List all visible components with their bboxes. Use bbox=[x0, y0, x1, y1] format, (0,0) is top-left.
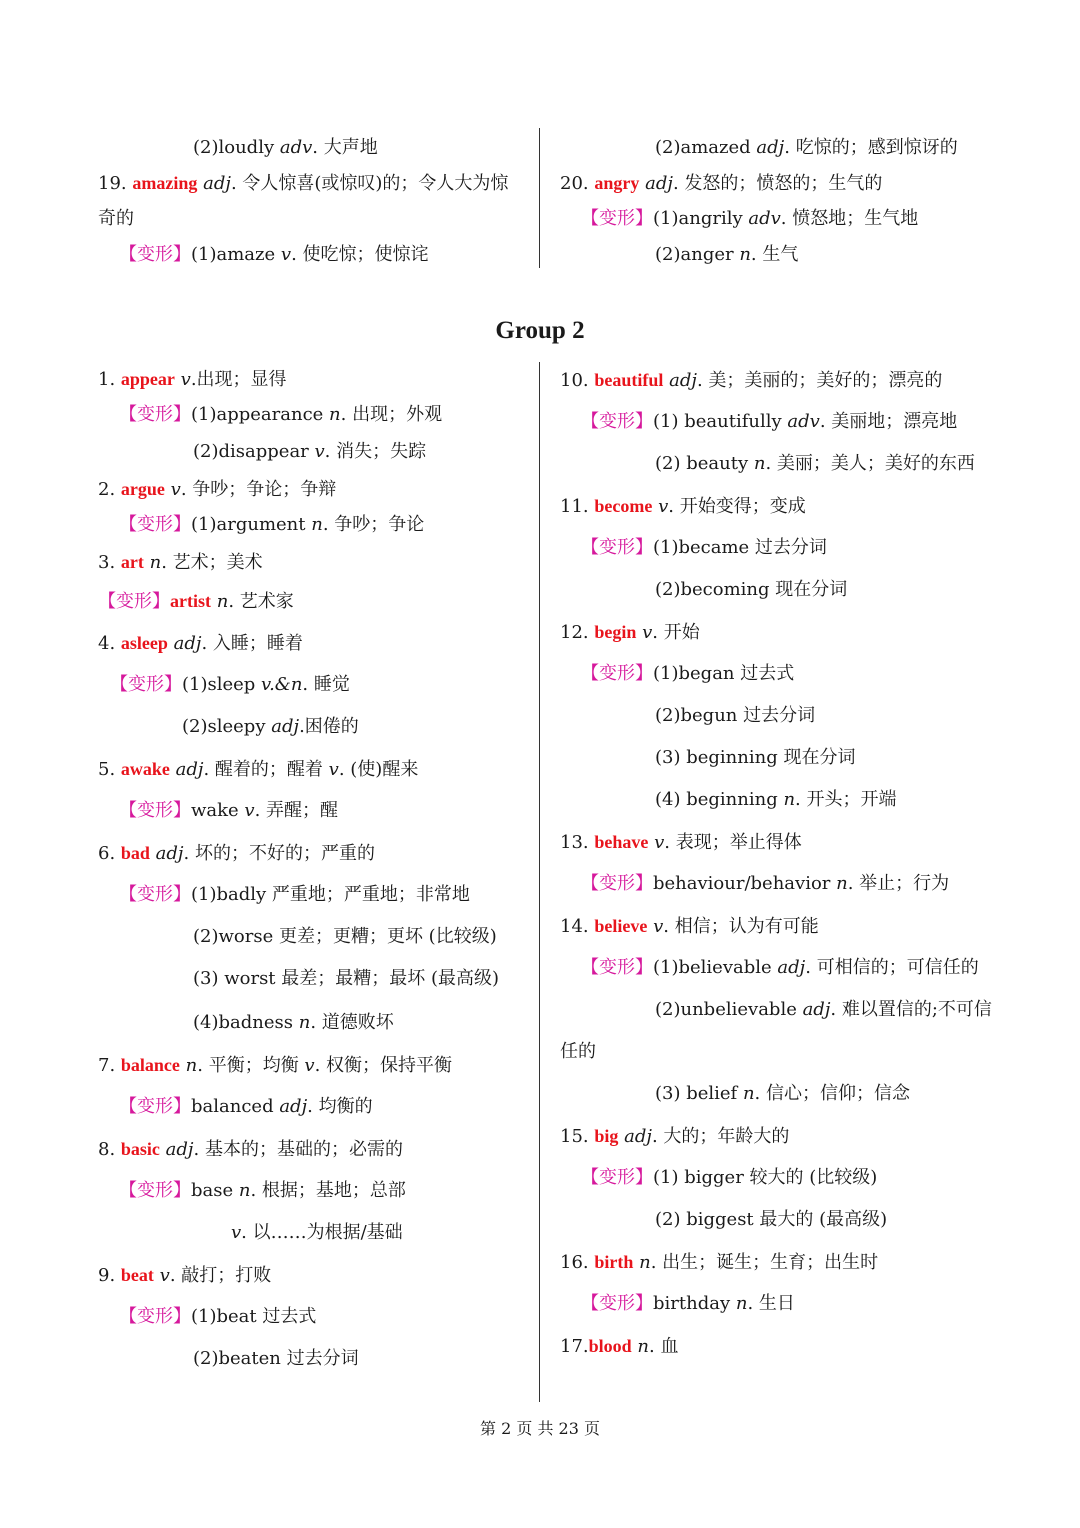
text: (1)badly 严重地；严重地；非常地 bbox=[191, 884, 470, 905]
left-column-line bbox=[119, 1179, 406, 1203]
part-of-speech: n bbox=[185, 1055, 198, 1076]
part-of-speech: adj bbox=[777, 957, 806, 978]
text: 15. bbox=[560, 1126, 595, 1147]
part-of-speech: n bbox=[753, 453, 766, 474]
part-of-speech: adv bbox=[748, 208, 781, 229]
variant-tag: 【变形】 bbox=[119, 884, 191, 905]
variant-tag: 【变形】 bbox=[98, 591, 170, 612]
text: (2)loudly bbox=[193, 137, 280, 158]
text: . 醒着的；醒着 bbox=[203, 759, 329, 780]
text: wake bbox=[191, 800, 245, 821]
text: . 生日 bbox=[747, 1293, 795, 1314]
headword: behave bbox=[594, 832, 649, 852]
headword: basic bbox=[120, 1139, 160, 1159]
part-of-speech: adj bbox=[279, 1096, 308, 1117]
part-of-speech: v bbox=[180, 369, 191, 390]
part-of-speech: adj bbox=[669, 370, 697, 391]
right-column-line bbox=[655, 452, 975, 476]
part-of-speech: adj bbox=[173, 633, 202, 654]
top-right-line bbox=[655, 243, 798, 267]
text: . 血 bbox=[649, 1336, 679, 1357]
text: 任的 bbox=[560, 1041, 596, 1062]
top-right-line bbox=[581, 207, 918, 231]
text: (2)begun 过去分词 bbox=[655, 705, 816, 726]
headword: art bbox=[120, 552, 144, 572]
text: 14. bbox=[560, 916, 595, 937]
part-of-speech: n bbox=[637, 1336, 649, 1357]
text: (3) worst 最差；最糟；最坏 (最高级) bbox=[193, 968, 500, 989]
text: . 根据；基地；总部 bbox=[250, 1180, 406, 1201]
text: . 争吵；争论 bbox=[322, 514, 425, 535]
text: (1)believable bbox=[653, 957, 778, 978]
variant-tag: 【变形】 bbox=[110, 674, 182, 695]
part-of-speech: n bbox=[783, 789, 796, 810]
text: . 平衡；均衡 bbox=[197, 1055, 305, 1076]
left-column-line bbox=[193, 440, 426, 464]
text: behaviour/behavior bbox=[653, 873, 837, 894]
variant-tag: 【变形】 bbox=[581, 208, 653, 229]
text: 10. bbox=[560, 370, 595, 391]
text: 19. bbox=[98, 173, 133, 194]
text: . 举止；行为 bbox=[847, 873, 950, 894]
text: 11. bbox=[560, 496, 595, 517]
text: balanced bbox=[191, 1096, 280, 1117]
part-of-speech: adj bbox=[175, 759, 204, 780]
variant-tag: 【变形】 bbox=[581, 663, 653, 684]
text: . 入睡；睡着 bbox=[201, 633, 303, 654]
right-column-line bbox=[560, 1250, 878, 1275]
text: (2) biggest 最大的 (最高级) bbox=[655, 1209, 888, 1230]
headword: artist bbox=[170, 591, 211, 611]
text: . 信心；信仰；信念 bbox=[754, 1083, 910, 1104]
text: (2) beauty bbox=[655, 453, 754, 474]
left-column-line bbox=[193, 1011, 394, 1035]
text: (1)angrily bbox=[653, 208, 749, 229]
variant-tag: 【变形】 bbox=[119, 404, 191, 425]
right-column-line bbox=[560, 830, 802, 855]
right-column-line bbox=[560, 1334, 678, 1359]
text: .出现；显得 bbox=[190, 369, 287, 390]
page-footer: 第 2 页 共 23 页 bbox=[480, 1419, 600, 1438]
text: . 大声地 bbox=[312, 137, 378, 158]
text: . 艺术；美术 bbox=[161, 552, 263, 573]
part-of-speech: n bbox=[149, 552, 162, 573]
text: (1) beautifully bbox=[653, 411, 788, 432]
text: 9. bbox=[98, 1265, 121, 1286]
text: 5. bbox=[98, 759, 121, 780]
text: . 睡觉 bbox=[302, 674, 350, 695]
part-of-speech: n bbox=[735, 1293, 748, 1314]
text: . 愤怒地；生气地 bbox=[780, 208, 919, 229]
text: (1)argument bbox=[191, 514, 312, 535]
part-of-speech: n bbox=[836, 873, 848, 894]
column-divider-main bbox=[539, 362, 540, 1402]
headword: balance bbox=[120, 1055, 180, 1075]
text: (4) beginning bbox=[655, 789, 784, 810]
right-column-line bbox=[655, 1082, 910, 1106]
headword: argue bbox=[120, 479, 165, 499]
right-column-line bbox=[560, 620, 700, 645]
part-of-speech: v bbox=[328, 759, 339, 780]
part-of-speech: n bbox=[298, 1012, 311, 1033]
text: 3. bbox=[98, 552, 121, 573]
headword: become bbox=[594, 496, 653, 516]
part-of-speech: v bbox=[159, 1265, 170, 1286]
text: . (使)醒来 bbox=[338, 759, 419, 780]
text: . 相信；认为有可能 bbox=[663, 916, 819, 937]
right-column-line bbox=[655, 788, 897, 812]
text: . 开始 bbox=[652, 622, 700, 643]
right-column-line bbox=[655, 704, 815, 728]
right-column-line bbox=[560, 914, 819, 939]
text: . 坏的；不好的；严重的 bbox=[183, 843, 375, 864]
part-of-speech: adj bbox=[802, 999, 831, 1020]
variant-tag: 【变形】 bbox=[581, 957, 653, 978]
left-column-line bbox=[98, 589, 294, 614]
part-of-speech: v bbox=[314, 441, 325, 462]
text: . 基本的；基础的；必需的 bbox=[193, 1139, 403, 1160]
headword: beat bbox=[120, 1265, 154, 1285]
text: (2)worse 更差；更糟；更坏 (比较级) bbox=[193, 926, 497, 947]
part-of-speech: adv bbox=[787, 411, 820, 432]
left-column-line bbox=[98, 550, 263, 575]
variant-tag: 【变形】 bbox=[119, 514, 191, 535]
text: . 出生；诞生；生育；出生时 bbox=[650, 1252, 879, 1273]
right-column-line bbox=[581, 956, 979, 980]
text: 奇的 bbox=[98, 208, 134, 229]
left-column-line bbox=[193, 1347, 359, 1371]
text: . 发怒的；愤怒的；生气的 bbox=[672, 173, 883, 194]
left-column-line bbox=[98, 367, 287, 392]
left-column-line bbox=[98, 477, 336, 502]
text: . 令人惊喜(或惊叹)的；令人大为惊 bbox=[230, 173, 509, 194]
text: 6. bbox=[98, 843, 121, 864]
part-of-speech: v bbox=[170, 479, 181, 500]
variant-tag: 【变形】 bbox=[581, 873, 653, 894]
left-column-line bbox=[110, 673, 350, 697]
text: (4)badness bbox=[193, 1012, 299, 1033]
left-column-line bbox=[193, 925, 497, 949]
left-column-line bbox=[98, 757, 418, 782]
part-of-speech: adj bbox=[203, 173, 231, 194]
text: 17. bbox=[560, 1336, 589, 1357]
part-of-speech: n bbox=[216, 591, 229, 612]
headword: amazing bbox=[132, 173, 198, 193]
text: (1)became 过去分词 bbox=[653, 537, 827, 558]
headword: birth bbox=[594, 1252, 634, 1272]
part-of-speech: v bbox=[654, 832, 665, 853]
part-of-speech: v bbox=[653, 916, 664, 937]
left-column-line bbox=[119, 883, 470, 907]
right-column-line bbox=[560, 1040, 596, 1064]
part-of-speech: v bbox=[642, 622, 653, 643]
right-column-line bbox=[655, 998, 992, 1022]
left-column-line bbox=[119, 1305, 316, 1329]
text: (3) belief bbox=[655, 1083, 743, 1104]
right-column-line bbox=[581, 1166, 877, 1190]
left-column-line bbox=[98, 1053, 452, 1078]
part-of-speech: n bbox=[639, 1252, 651, 1273]
part-of-speech: v bbox=[304, 1055, 315, 1076]
text: (2)beaten 过去分词 bbox=[193, 1348, 359, 1369]
text: (2)amazed bbox=[655, 137, 757, 158]
left-column-line bbox=[98, 841, 375, 866]
headword: begin bbox=[594, 622, 637, 642]
text: (2)sleepy bbox=[182, 716, 272, 737]
top-left-line bbox=[119, 243, 429, 267]
part-of-speech: n bbox=[329, 404, 341, 425]
text: (1)began 过去式 bbox=[653, 663, 795, 684]
variant-tag: 【变形】 bbox=[119, 1180, 191, 1201]
text: . 难以置信的;不可信 bbox=[830, 999, 992, 1020]
right-column-line bbox=[655, 578, 847, 602]
right-column-line bbox=[560, 494, 806, 519]
text: . 美；美丽的；美好的；漂亮的 bbox=[696, 370, 943, 391]
part-of-speech: adv bbox=[279, 137, 313, 158]
right-column-line bbox=[581, 872, 949, 896]
text: 2. bbox=[98, 479, 121, 500]
text: 1. bbox=[98, 369, 121, 390]
headword: beautiful bbox=[594, 370, 664, 390]
right-column-line bbox=[581, 1292, 795, 1316]
variant-tag: 【变形】 bbox=[581, 411, 653, 432]
headword: bad bbox=[120, 843, 150, 863]
text: . 大的；年龄大的 bbox=[651, 1126, 790, 1147]
left-column-line bbox=[119, 403, 442, 427]
text: . 权衡；保持平衡 bbox=[314, 1055, 453, 1076]
headword: asleep bbox=[120, 633, 168, 653]
text: . 吃惊的；感到惊讶的 bbox=[784, 137, 958, 158]
text: . 争吵；争论；争辩 bbox=[180, 479, 337, 500]
variant-tag: 【变形】 bbox=[581, 1167, 653, 1188]
text: 13. bbox=[560, 832, 595, 853]
left-column-line bbox=[98, 1137, 403, 1162]
variant-tag: 【变形】 bbox=[119, 1096, 191, 1117]
text: . 美丽地；漂亮地 bbox=[819, 411, 958, 432]
left-column-line bbox=[231, 1221, 403, 1245]
right-column-line bbox=[560, 368, 942, 393]
text: (1)amaze bbox=[191, 244, 281, 265]
text: base bbox=[191, 1180, 239, 1201]
variant-tag: 【变形】 bbox=[119, 800, 191, 821]
left-column-line bbox=[119, 799, 338, 823]
left-column-line bbox=[193, 967, 499, 991]
text: (1)beat 过去式 bbox=[191, 1306, 317, 1327]
top-right-line bbox=[655, 136, 958, 160]
text: . 使吃惊；使惊诧 bbox=[291, 244, 429, 265]
text: (1)appearance bbox=[191, 404, 330, 425]
text: . 美丽；美人；美好的东西 bbox=[765, 453, 975, 474]
right-column-line bbox=[655, 746, 855, 770]
right-column-line bbox=[560, 1124, 789, 1149]
column-divider-top bbox=[539, 128, 540, 268]
text: (2)becoming 现在分词 bbox=[655, 579, 848, 600]
part-of-speech: v.&n bbox=[261, 674, 303, 695]
text: 7. bbox=[98, 1055, 121, 1076]
text: 16. bbox=[560, 1252, 595, 1273]
text: . 敲打；打败 bbox=[169, 1265, 272, 1286]
left-column-line bbox=[182, 715, 359, 739]
left-column-line bbox=[98, 631, 303, 656]
text: (2)unbelievable bbox=[655, 999, 803, 1020]
text: . 弄醒；醒 bbox=[254, 800, 339, 821]
part-of-speech: adj bbox=[624, 1126, 652, 1147]
top-left-line bbox=[98, 171, 508, 196]
text: 20. bbox=[560, 173, 595, 194]
group-title: Group 2 bbox=[495, 317, 585, 344]
left-column-line bbox=[119, 1095, 373, 1119]
text: birthday bbox=[653, 1293, 736, 1314]
headword: angry bbox=[594, 173, 640, 193]
part-of-speech: adj bbox=[756, 137, 785, 158]
headword: blood bbox=[588, 1336, 632, 1356]
text: 8. bbox=[98, 1139, 121, 1160]
left-column-line bbox=[98, 1263, 271, 1288]
headword: awake bbox=[120, 759, 170, 779]
part-of-speech: adj bbox=[271, 716, 300, 737]
variant-tag: 【变形】 bbox=[581, 1293, 653, 1314]
part-of-speech: adj bbox=[645, 173, 673, 194]
text: (2)disappear bbox=[193, 441, 315, 462]
top-left-line bbox=[98, 207, 134, 231]
headword: big bbox=[594, 1126, 619, 1146]
text: . 开头；开端 bbox=[795, 789, 897, 810]
right-column-line bbox=[581, 410, 957, 434]
text: . 表现；举止得体 bbox=[664, 832, 802, 853]
text: . 开始变得；变成 bbox=[668, 496, 806, 517]
variant-tag: 【变形】 bbox=[119, 244, 191, 265]
part-of-speech: v bbox=[280, 244, 292, 265]
headword: believe bbox=[594, 916, 648, 936]
part-of-speech: v bbox=[658, 496, 669, 517]
top-left-line bbox=[193, 136, 378, 160]
headword: appear bbox=[120, 369, 175, 389]
part-of-speech: v bbox=[231, 1222, 242, 1243]
text: . 可相信的；可信任的 bbox=[805, 957, 979, 978]
text: . 艺术家 bbox=[228, 591, 294, 612]
part-of-speech: v bbox=[244, 800, 255, 821]
text: . 道德败坏 bbox=[310, 1012, 394, 1033]
text: . 消失；失踪 bbox=[324, 441, 427, 462]
text: .困倦的 bbox=[299, 716, 359, 737]
right-column-line bbox=[655, 1208, 887, 1232]
variant-tag: 【变形】 bbox=[119, 1306, 191, 1327]
part-of-speech: adj bbox=[155, 843, 184, 864]
top-right-line bbox=[560, 171, 882, 196]
text: 4. bbox=[98, 633, 121, 654]
variant-tag: 【变形】 bbox=[581, 537, 653, 558]
text: (2)anger bbox=[655, 244, 740, 265]
right-column-line bbox=[581, 536, 827, 560]
text: . 生气 bbox=[750, 244, 799, 265]
part-of-speech: n bbox=[739, 244, 751, 265]
text: (1)sleep bbox=[182, 674, 262, 695]
part-of-speech: n bbox=[311, 514, 323, 535]
text: (3) beginning 现在分词 bbox=[655, 747, 856, 768]
text: . 均衡的 bbox=[307, 1096, 373, 1117]
text: . 出现；外观 bbox=[340, 404, 443, 425]
right-column-line bbox=[581, 662, 794, 686]
left-column-line bbox=[119, 513, 424, 537]
part-of-speech: n bbox=[742, 1083, 755, 1104]
text: . 以……为根据/基础 bbox=[241, 1222, 403, 1243]
part-of-speech: adj bbox=[165, 1139, 194, 1160]
text: 12. bbox=[560, 622, 595, 643]
text: (1) bigger 较大的 (比较级) bbox=[653, 1167, 878, 1188]
part-of-speech: n bbox=[238, 1180, 251, 1201]
